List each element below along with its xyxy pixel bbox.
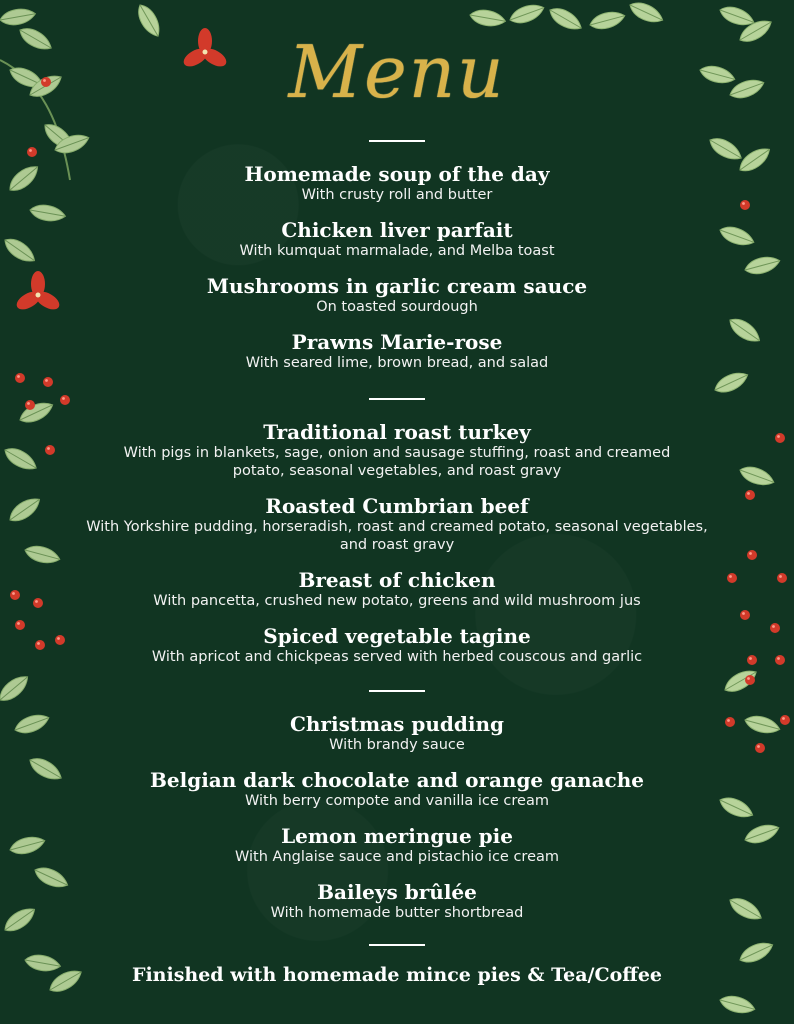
dish-name: Chicken liver parfait (281, 218, 513, 242)
menu-item (100, 712, 694, 754)
dish-name: Lemon meringue pie (281, 824, 513, 848)
section-divider (369, 944, 425, 946)
menu-item (100, 162, 694, 204)
dish-description: On toasted sourdough (316, 299, 478, 315)
menu-item (100, 218, 694, 260)
menu-item (100, 274, 694, 316)
dish-description: With seared lime, brown bread, and salad (245, 355, 549, 371)
menu-item (100, 420, 694, 480)
menu-content (86, 140, 708, 986)
menu-item (100, 330, 694, 372)
section-divider (369, 140, 425, 142)
menu-item (100, 768, 694, 810)
dish-name: Baileys brûlée (317, 880, 477, 904)
menu-item (86, 494, 708, 554)
dish-name: Traditional roast turkey (263, 420, 531, 444)
section-divider (369, 398, 425, 400)
starters-section (100, 162, 694, 372)
menu-item (100, 624, 694, 666)
leaf-sprig-icon (0, 6, 91, 996)
dish-name: Spiced vegetable tagine (263, 624, 531, 648)
dish-name: Roasted Cumbrian beef (265, 494, 529, 518)
dish-description: With pancetta, crushed new potato, greens and wild mushroom jus (153, 593, 641, 609)
menu-item (100, 824, 694, 866)
dish-name: Breast of chicken (298, 568, 496, 592)
dish-description: With Anglaise sauce and pistachio ice cream (235, 849, 559, 865)
dish-description: With apricot and chickpeas served with herbed couscous and garlic (151, 649, 643, 665)
dish-description: With pigs in blankets, sage, onion and sausage stuffing, roast and creamed potato, seasonal vegetables, and roast gravy (123, 445, 671, 479)
section-divider (369, 690, 425, 692)
dish-description: With berry compote and vanilla ice cream (245, 793, 549, 809)
menu-footer: Finished with homemade mince pies & Tea/Coffee (131, 964, 663, 986)
dish-name: Christmas pudding (289, 712, 505, 736)
dish-description: With crusty roll and butter (301, 187, 493, 203)
menu-item (100, 568, 694, 610)
dish-description: With kumquat marmalade, and Melba toast (239, 243, 555, 259)
dish-name: Belgian dark chocolate and orange ganache (149, 768, 644, 792)
dish-description: With brandy sauce (329, 737, 465, 753)
menu-item (100, 880, 694, 922)
dish-name: Homemade soup of the day (244, 162, 550, 186)
menu-title: Menu (288, 30, 506, 114)
dish-name: Prawns Marie-rose (291, 330, 503, 354)
dish-description: With Yorkshire pudding, horseradish, roast and creamed potato, seasonal vegetables, and roast gravy (86, 519, 708, 553)
mains-section (86, 420, 708, 666)
dish-description: With homemade butter shortbread (270, 905, 524, 921)
dish-name: Mushrooms in garlic cream sauce (206, 274, 588, 298)
desserts-section (100, 712, 694, 922)
